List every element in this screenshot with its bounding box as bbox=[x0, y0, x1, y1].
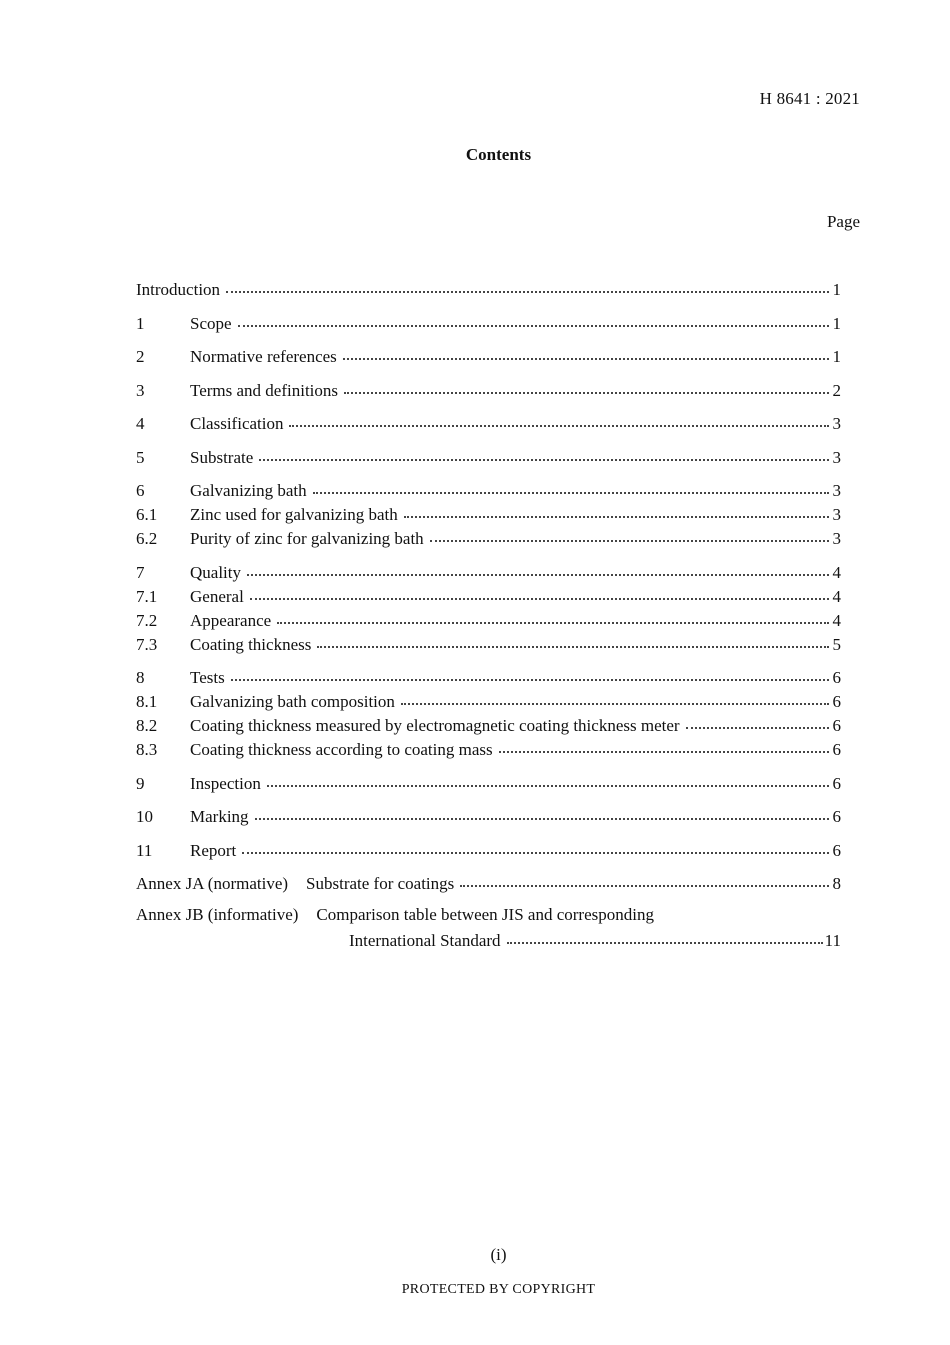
toc-entry-10[interactable] bbox=[136, 804, 841, 828]
toc-entry-8-3[interactable] bbox=[136, 737, 841, 761]
toc-entry-title: Coating thickness measured by electromagnetic coating thickness meter bbox=[190, 716, 680, 735]
toc-entry-title: Terms and definitions bbox=[190, 381, 339, 400]
toc-entry-6-2[interactable] bbox=[136, 526, 841, 550]
toc-entry-number: 8.1 bbox=[136, 692, 158, 711]
toc-entry-page: 3 bbox=[832, 414, 841, 433]
toc-entry-annex-ja[interactable] bbox=[136, 871, 841, 895]
page-number: (i) bbox=[490, 1245, 507, 1264]
dot-leader bbox=[430, 540, 829, 542]
toc-entry-title: Report bbox=[190, 841, 237, 860]
toc-entry-number: 10 bbox=[136, 807, 153, 826]
toc-entry-title: Galvanizing bath bbox=[190, 481, 307, 500]
dot-leader bbox=[344, 392, 829, 394]
toc-entry-title: Galvanizing bath composition bbox=[190, 692, 395, 711]
toc-entry-title: Scope bbox=[190, 314, 232, 333]
annex-title-line-2: International Standard bbox=[349, 931, 501, 950]
document-id: H 8641 : 2021 bbox=[759, 89, 860, 108]
toc-entry-7-2[interactable] bbox=[136, 608, 841, 632]
toc-entry-page: 4 bbox=[832, 587, 841, 606]
dot-leader bbox=[247, 574, 829, 576]
dot-leader bbox=[313, 492, 829, 494]
toc-title: Contents bbox=[465, 145, 532, 164]
dot-leader bbox=[401, 703, 829, 705]
toc-entry-number: 5 bbox=[136, 448, 145, 467]
toc-entry-2[interactable] bbox=[136, 344, 841, 368]
toc-entry-page: 6 bbox=[832, 807, 841, 826]
toc-entry-8[interactable] bbox=[136, 665, 841, 689]
toc-entry-title: Coating thickness bbox=[190, 635, 312, 654]
toc-entry-page: 6 bbox=[832, 740, 841, 759]
dot-leader bbox=[404, 516, 829, 518]
toc-entry-7[interactable] bbox=[136, 560, 841, 584]
toc-entry-11[interactable] bbox=[136, 838, 841, 862]
toc-entry-page: 4 bbox=[832, 563, 841, 582]
toc-entry-page: 3 bbox=[832, 481, 841, 500]
toc-entry-page: 6 bbox=[832, 716, 841, 735]
toc-entry-5[interactable] bbox=[136, 445, 841, 469]
toc-entry-number: 2 bbox=[136, 347, 145, 366]
toc-entry-number: 6.1 bbox=[136, 505, 158, 524]
toc-entry-title: Coating thickness according to coating mass bbox=[190, 740, 493, 759]
toc-entry-page: 8 bbox=[832, 874, 841, 893]
toc-entry-number: 6.2 bbox=[136, 529, 158, 548]
toc-entry-page: 2 bbox=[832, 381, 841, 400]
toc-entry-title: Tests bbox=[190, 668, 225, 687]
dot-leader bbox=[250, 598, 829, 600]
toc-entry-title: Inspection bbox=[190, 774, 261, 793]
toc-entry-page: 3 bbox=[832, 505, 841, 524]
toc-entry-number: 4 bbox=[136, 414, 145, 433]
toc-entry-number: 7.3 bbox=[136, 635, 158, 654]
toc-entry-title: Substrate bbox=[190, 448, 254, 467]
dot-leader bbox=[317, 646, 829, 648]
toc-entry-page: 1 bbox=[832, 347, 841, 366]
toc-entry-number: 7 bbox=[136, 563, 145, 582]
toc-entry-page: 4 bbox=[832, 611, 841, 630]
dot-leader bbox=[499, 751, 829, 753]
toc-entry-1[interactable] bbox=[136, 311, 841, 335]
toc-entry-page: 6 bbox=[832, 668, 841, 687]
toc-entry-title: Introduction bbox=[136, 280, 221, 299]
toc-entry-title: Classification bbox=[190, 414, 284, 433]
dot-leader bbox=[259, 459, 829, 461]
dot-leader bbox=[277, 622, 829, 624]
dot-leader bbox=[238, 325, 829, 327]
dot-leader bbox=[226, 291, 829, 293]
toc-entry-number: 9 bbox=[136, 774, 145, 793]
toc-entry-page: 6 bbox=[832, 841, 841, 860]
toc-entry-page: 5 bbox=[832, 635, 841, 654]
toc-entry-7-1[interactable] bbox=[136, 584, 841, 608]
toc-entry-annex-jb[interactable] bbox=[136, 904, 654, 926]
dot-leader bbox=[255, 818, 829, 820]
dot-leader bbox=[267, 785, 829, 787]
toc-entry-title: Normative references bbox=[190, 347, 337, 366]
toc-entry-8-1[interactable] bbox=[136, 689, 841, 713]
toc-entry-title: Purity of zinc for galvanizing bath bbox=[190, 529, 424, 548]
toc-entry-title: Quality bbox=[190, 563, 241, 582]
toc-entry-3[interactable] bbox=[136, 378, 841, 402]
toc-entry-page: 3 bbox=[832, 529, 841, 548]
toc-entry-page: 11 bbox=[824, 931, 841, 950]
annex-label: Annex JA (normative) bbox=[136, 874, 289, 893]
annex-title: Substrate for coatings bbox=[306, 874, 455, 893]
toc-entry-9[interactable] bbox=[136, 771, 841, 795]
toc-entry-number: 11 bbox=[136, 841, 153, 860]
toc-entry-page: 1 bbox=[832, 314, 841, 333]
dot-leader bbox=[289, 425, 829, 427]
toc-entry-number: 6 bbox=[136, 481, 145, 500]
annex-label: Annex JB (informative) bbox=[136, 905, 299, 924]
toc-entry-title: Zinc used for galvanizing bath bbox=[190, 505, 398, 524]
toc-entry-6[interactable] bbox=[136, 478, 841, 502]
toc-entry-page: 1 bbox=[832, 280, 841, 299]
toc-entry-title: Marking bbox=[190, 807, 249, 826]
toc-entry-number: 7.2 bbox=[136, 611, 158, 630]
toc-entry-8-2[interactable] bbox=[136, 713, 841, 737]
toc-entry-title: Appearance bbox=[190, 611, 272, 630]
toc-entry-number: 8.3 bbox=[136, 740, 158, 759]
toc-entry-6-1[interactable] bbox=[136, 502, 841, 526]
annex-title-line-1: Comparison table between JIS and corresponding bbox=[316, 905, 654, 924]
dot-leader bbox=[460, 885, 829, 887]
dot-leader bbox=[231, 679, 829, 681]
toc-entry-page: 6 bbox=[832, 692, 841, 711]
toc-entry-number: 7.1 bbox=[136, 587, 158, 606]
dot-leader bbox=[343, 358, 829, 360]
page-column-label: Page bbox=[826, 212, 860, 231]
toc-entry-number: 3 bbox=[136, 381, 145, 400]
toc-entry-introduction[interactable] bbox=[136, 277, 841, 301]
toc-entry-4[interactable] bbox=[136, 411, 841, 435]
toc-entry-annex-jb-continued[interactable] bbox=[349, 928, 841, 952]
toc-entry-page: 3 bbox=[832, 448, 841, 467]
copyright-notice: PROTECTED BY COPYRIGHT bbox=[401, 1282, 596, 1297]
toc-entry-page: 6 bbox=[832, 774, 841, 793]
dot-leader bbox=[507, 942, 823, 944]
toc-entry-number: 1 bbox=[136, 314, 145, 333]
toc-entry-7-3[interactable] bbox=[136, 632, 841, 656]
dot-leader bbox=[242, 852, 829, 854]
toc-entry-title: General bbox=[190, 587, 244, 606]
toc-entry-number: 8.2 bbox=[136, 716, 158, 735]
toc-entry-number: 8 bbox=[136, 668, 145, 687]
dot-leader bbox=[686, 727, 829, 729]
